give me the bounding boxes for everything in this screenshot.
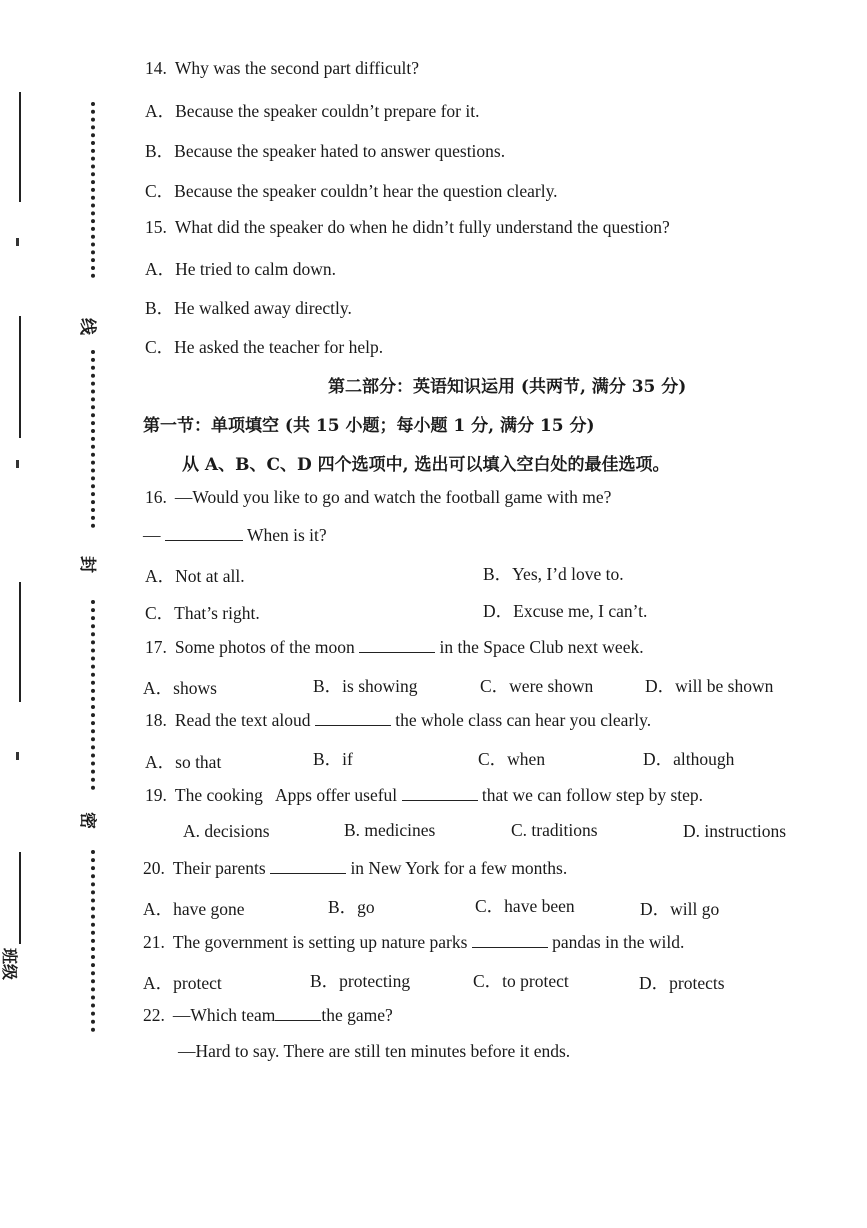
question-post: in New York for a few months. xyxy=(350,858,568,878)
seal-char-xian: 线 xyxy=(77,318,97,335)
question-number: 15. xyxy=(145,217,167,237)
question-22 xyxy=(143,1005,393,1026)
option-20a: A．have gone xyxy=(143,899,245,919)
option-16c: C．That’s right. xyxy=(145,603,260,623)
answer-blank xyxy=(315,725,391,726)
section-instruction: 从 A、B、C、D 四个选项中, 选出可以填入空白处的最佳选项。 xyxy=(182,455,670,475)
option-15c: C．He asked the teacher for help. xyxy=(145,337,384,357)
question-post: pandas in the wild. xyxy=(552,932,685,952)
option-20d: D．will go xyxy=(640,899,720,919)
option-21b: B．protecting xyxy=(310,971,411,991)
question-pre: The cooking Apps offer useful xyxy=(174,785,398,805)
question-21 xyxy=(143,932,684,953)
question-pre: The government is setting up nature parks xyxy=(172,932,468,952)
dash: — xyxy=(143,525,161,545)
option-19b: B. medicines xyxy=(344,820,436,840)
reply-text: When is it? xyxy=(246,525,327,545)
option-18b: B．if xyxy=(313,749,353,769)
question-pre: —Which team xyxy=(172,1005,276,1025)
option-16a: A．Not at all. xyxy=(145,566,245,586)
question-20 xyxy=(143,858,567,879)
question-stem: —Would you like to go and watch the football game with me? xyxy=(174,487,612,507)
question-pre: Some photos of the moon xyxy=(174,637,355,657)
question-post: that we can follow step by step. xyxy=(481,785,704,805)
question-pre: Their parents xyxy=(172,858,266,878)
option-16d: D．Excuse me, I can’t. xyxy=(483,601,648,621)
question-stem: What did the speaker do when he didn’t fully understand the question? xyxy=(174,217,670,237)
option-18a: A．so that xyxy=(145,752,222,772)
option-17c: C．were shown xyxy=(480,676,594,696)
option-14c: C．Because the speaker couldn’t hear the question clearly. xyxy=(145,181,558,201)
option-20b: B．go xyxy=(328,897,375,917)
margin-line xyxy=(19,92,21,202)
question-14 xyxy=(145,58,419,79)
margin-tick xyxy=(16,238,19,246)
question-number: 22. xyxy=(143,1005,165,1025)
seal-dotted-line xyxy=(91,102,95,278)
seal-char-mi: 密 xyxy=(77,812,97,829)
margin-line xyxy=(19,852,21,944)
question-post: the whole class can hear you clearly. xyxy=(395,710,652,730)
seal-char-feng: 封 xyxy=(77,556,97,573)
answer-blank xyxy=(270,873,346,874)
seal-dotted-line xyxy=(91,850,95,1032)
margin-tick xyxy=(16,752,19,760)
part-title: 第二部分：英语知识运用 (共两节, 满分 35 分) xyxy=(328,377,687,397)
answer-blank xyxy=(165,540,243,541)
question-number: 20. xyxy=(143,858,165,878)
question-17 xyxy=(145,637,644,658)
question-number: 17. xyxy=(145,637,167,657)
option-17d: D．will be shown xyxy=(645,676,774,696)
seal-dotted-line xyxy=(91,600,95,790)
answer-blank xyxy=(275,1020,321,1021)
option-18c: C．when xyxy=(478,749,546,769)
question-18 xyxy=(145,710,651,731)
question-post: the game? xyxy=(321,1005,393,1025)
option-17b: B．is showing xyxy=(313,676,418,696)
question-stem: Why was the second part difficult? xyxy=(174,58,419,78)
question-number: 21. xyxy=(143,932,165,952)
option-14a: A．Because the speaker couldn’t prepare for it. xyxy=(145,101,480,121)
option-15a: A．He tried to calm down. xyxy=(145,259,336,279)
option-14b: B．Because the speaker hated to answer questions. xyxy=(145,141,506,161)
binding-margin xyxy=(0,0,130,1228)
option-19d: D. instructions xyxy=(683,821,787,841)
question-number: 19. xyxy=(145,785,167,805)
question-pre: Read the text aloud xyxy=(174,710,311,730)
question-number: 18. xyxy=(145,710,167,730)
margin-line xyxy=(19,582,21,702)
question-15 xyxy=(145,217,670,238)
answer-blank xyxy=(472,947,548,948)
question-number: 14. xyxy=(145,58,167,78)
option-21c: C．to protect xyxy=(473,971,569,991)
option-20c: C．have been xyxy=(475,896,575,916)
option-21d: D．protects xyxy=(639,973,725,993)
question-22-reply: —Hard to say. There are still ten minutes before it ends. xyxy=(178,1041,571,1061)
answer-blank xyxy=(359,652,435,653)
option-16b: B．Yes, I’d love to. xyxy=(483,564,624,584)
option-21a: A．protect xyxy=(143,973,222,993)
question-16-reply xyxy=(143,525,327,546)
margin-tick xyxy=(16,460,19,468)
section-subtitle: 第一节：单项填空 (共 15 小题；每小题 1 分, 满分 15 分) xyxy=(143,416,595,436)
option-19c: C. traditions xyxy=(511,820,598,840)
option-19a: A. decisions xyxy=(183,821,270,841)
question-19 xyxy=(145,785,703,806)
answer-blank xyxy=(402,800,478,801)
option-17a: A．shows xyxy=(143,678,217,698)
question-number: 16. xyxy=(145,487,167,507)
option-15b: B．He walked away directly. xyxy=(145,298,352,318)
question-16 xyxy=(145,487,611,508)
option-18d: D．although xyxy=(643,749,735,769)
margin-line xyxy=(19,316,21,438)
question-post: in the Space Club next week. xyxy=(439,637,644,657)
seal-dotted-line xyxy=(91,350,95,528)
class-label: 班级 xyxy=(0,948,19,981)
